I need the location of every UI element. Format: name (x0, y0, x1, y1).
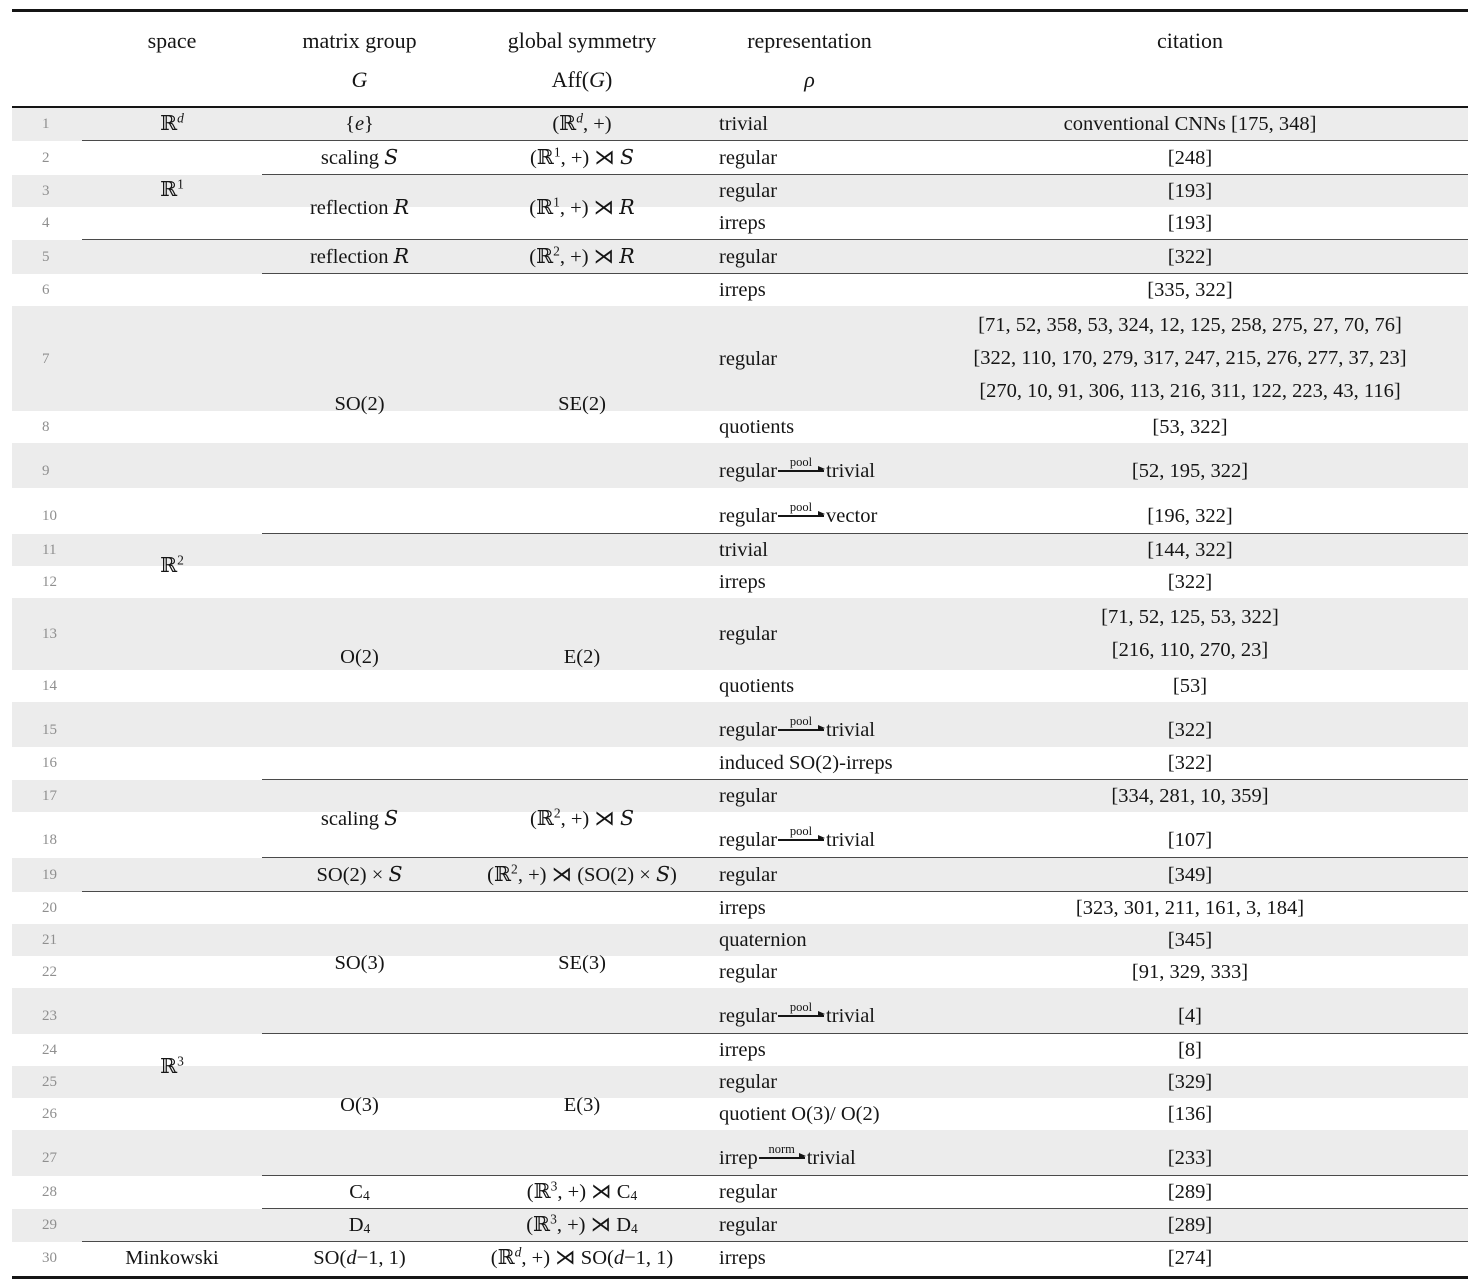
cell-representation: regular (707, 175, 912, 208)
cell-representation: quotient O(3)/ O(2) (719, 1103, 880, 1126)
cell-representation: regular (719, 961, 778, 984)
cell-citation (912, 702, 1468, 747)
citation-line: [52, 195, 322] (1131, 460, 1249, 483)
header-line1: representation (747, 28, 872, 54)
citation-line: [216, 110, 270, 23] (1111, 639, 1269, 662)
row-number: 22 (42, 964, 57, 981)
cell-matrix-group: SO(2) × S (262, 858, 457, 892)
equivariance-table (12, 12, 1468, 1274)
row-number: 6 (42, 281, 50, 298)
citation-line: [289] (1167, 1181, 1213, 1204)
cell-matrix-group: scaling S (262, 780, 457, 858)
cell-matrix-group: scaling S (262, 141, 457, 175)
row-number: 1 (42, 116, 50, 133)
citation-line: [349] (1167, 863, 1213, 886)
cell-matrix-group: SO(d−1, 1) (262, 1242, 457, 1275)
arrow-label: pool (789, 1000, 813, 1015)
cell-space: Minkowski (82, 1242, 262, 1275)
cell-citation (912, 274, 1468, 307)
cell-representation: trivial (719, 113, 768, 136)
cell-representation: regular (719, 347, 778, 370)
cell-global-symmetry: (ℝ$^d$, +) (552, 110, 612, 136)
row-number: 12 (42, 574, 57, 591)
cell-citation (912, 956, 1468, 988)
cell-citation (912, 411, 1468, 443)
cell-citation (912, 488, 1468, 534)
cell-space: ℝ$^3$ (82, 892, 262, 1242)
row-number: 4 (42, 215, 50, 232)
cell-representation: regular (707, 240, 912, 274)
cell-global-symmetry: (ℝ$^3$, +) ⋊ $D_4$ (457, 1209, 707, 1242)
cell-matrix-group: reflection R (262, 175, 457, 240)
cell-representation: irreps (707, 274, 912, 307)
cell-matrix-group: O(2) (262, 534, 457, 780)
cell-global-symmetry: E(2) (457, 534, 707, 780)
cell-representation: regular (707, 858, 912, 892)
cell-matrix-group: {e} (345, 113, 374, 136)
cell-citation (912, 1066, 1468, 1098)
cell-citation (912, 1130, 1468, 1176)
cell-representation: irreps (719, 212, 766, 235)
cell-global-symmetry: (ℝ$^2$, +) ⋊ S (457, 780, 707, 858)
cell-citation (912, 988, 1468, 1034)
col-header-representation (707, 12, 912, 107)
table-row (12, 240, 1468, 274)
cell-representation: regular (707, 1176, 912, 1209)
table-header (12, 12, 1468, 107)
labeled-arrow-icon (778, 500, 824, 517)
cell-representation: regular (707, 1209, 912, 1242)
labeled-arrow-icon (778, 1000, 824, 1017)
cell-citation (912, 443, 1468, 488)
citation-line: [53] (1172, 675, 1208, 698)
row-number: 8 (42, 419, 50, 436)
cell-citation (912, 207, 1468, 240)
citation-line: [329] (1167, 1071, 1213, 1094)
row-number: 28 (42, 1184, 57, 1201)
cell-representation: irreps (707, 1242, 912, 1275)
col-header-rownum (12, 12, 82, 107)
row-number: 17 (42, 787, 57, 804)
cell-citation (912, 670, 1468, 702)
row-number: 19 (42, 866, 57, 883)
citation-line: [322] (1167, 752, 1213, 775)
citation-line: [196, 322] (1147, 505, 1233, 528)
cell-representation: induced SO(2)-irreps (719, 752, 893, 775)
citation-line: [71, 52, 358, 53, 324, 12, 125, 258, 275, 27, 70, 76] (978, 314, 1402, 337)
row-number: 23 (42, 1008, 57, 1025)
row-number: 3 (42, 182, 50, 199)
table-row (12, 1242, 1468, 1275)
cell-global-symmetry: SE(3) (457, 892, 707, 1034)
citation-line: [334, 281, 10, 359] (1111, 785, 1269, 808)
cell-citation (912, 534, 1468, 567)
table-row (12, 141, 1468, 175)
citation-line: [248] (1167, 146, 1213, 169)
cell-representation: regular (707, 780, 912, 813)
cell-representation: quotients (719, 416, 795, 439)
arrow-label: pool (789, 824, 813, 839)
cell-citation (912, 1209, 1468, 1242)
row-number: 18 (42, 832, 57, 849)
cell-global-symmetry: (ℝ$^2$, +) ⋊ R (457, 240, 707, 274)
citation-line: [193] (1167, 212, 1213, 235)
row-number: 16 (42, 755, 57, 772)
cell-representation: regular pool trivial (719, 824, 876, 852)
labeled-arrow-icon (778, 824, 824, 841)
cell-matrix-group: $C_4$ (262, 1176, 457, 1209)
citation-line: [136] (1167, 1103, 1213, 1126)
header-line1: matrix group (302, 28, 417, 54)
cell-representation: quotients (719, 675, 795, 698)
cell-global-symmetry: (ℝ$^1$, +) ⋊ R (457, 175, 707, 240)
row-number: 29 (42, 1217, 57, 1234)
cell-representation: quaternion (719, 929, 807, 952)
row-number: 25 (42, 1074, 57, 1091)
cell-space: ℝ$^1$ (82, 141, 262, 240)
row-number: 13 (42, 626, 57, 643)
cell-matrix-group: reflection R (262, 240, 457, 274)
cell-global-symmetry: SE(2) (457, 274, 707, 534)
citation-line: [345] (1167, 929, 1213, 952)
cell-global-symmetry: (ℝ$^1$, +) ⋊ S (457, 141, 707, 175)
header-line1: citation (1157, 28, 1223, 54)
row-number: 27 (42, 1150, 57, 1167)
cell-representation: regular (707, 141, 912, 175)
cell-matrix-group: $D_4$ (262, 1209, 457, 1242)
arrow-label: pool (789, 500, 813, 515)
cell-representation: trivial (707, 534, 912, 567)
cell-citation (912, 924, 1468, 956)
citation-line: [4] (1178, 1005, 1202, 1028)
citation-line: [144, 322] (1147, 539, 1233, 562)
cell-citation (912, 747, 1468, 780)
row-number: 26 (42, 1106, 57, 1123)
cell-global-symmetry: E(3) (457, 1034, 707, 1176)
citation-line: [323, 301, 211, 161, 3, 184] (1075, 897, 1305, 920)
arrow-label: norm (768, 1142, 795, 1157)
row-number: 24 (42, 1041, 57, 1058)
row-number: 15 (42, 722, 57, 739)
cell-representation: regular (719, 623, 778, 646)
cell-space: ℝ$^d$ (160, 110, 184, 136)
citation-line: [91, 329, 333] (1131, 961, 1249, 984)
cell-citation (912, 306, 1468, 411)
citation-line: [107] (1167, 829, 1213, 852)
row-number: 21 (42, 932, 57, 949)
citation-line: [335, 322] (1147, 279, 1233, 302)
cell-global-symmetry: (ℝ$^d$, +) ⋊ SO(d−1, 1) (457, 1242, 707, 1275)
row-number: 5 (42, 248, 50, 265)
citation-line: [71, 52, 125, 53, 322] (1101, 606, 1279, 629)
cell-representation: irreps (719, 571, 766, 594)
table-wrap (12, 12, 1468, 1274)
cell-citation (912, 598, 1468, 670)
col-header-citation (912, 12, 1468, 107)
row-number: 20 (42, 899, 57, 916)
cell-representation: regular pool trivial (719, 714, 876, 742)
cell-representation: regular pool vector (719, 500, 878, 528)
row-number: 9 (42, 463, 50, 480)
cell-citation (912, 1176, 1468, 1209)
table-row (12, 107, 1468, 141)
citation-line: [322] (1167, 245, 1213, 268)
row-number: 14 (42, 678, 57, 695)
labeled-arrow-icon (778, 714, 824, 731)
cell-citation (912, 812, 1468, 858)
cell-citation (912, 780, 1468, 813)
citation-line: [274] (1167, 1247, 1213, 1270)
arrow-label: pool (789, 455, 813, 470)
col-header-matrix-group (262, 12, 457, 107)
citation-line: [270, 10, 91, 306, 113, 216, 311, 122, 223, 43, 116] (979, 380, 1401, 403)
cell-citation (912, 566, 1468, 598)
cell-citation (912, 141, 1468, 175)
cell-global-symmetry: (ℝ$^3$, +) ⋊ $C_4$ (457, 1176, 707, 1209)
cell-representation: irrep norm trivial (719, 1142, 856, 1170)
col-header-space (82, 12, 262, 107)
header-line2: Aff(G) (551, 67, 613, 93)
cell-matrix-group: SO(2) (262, 274, 457, 534)
cell-citation (912, 1034, 1468, 1067)
citation-line: [289] (1167, 1214, 1213, 1237)
citation-line: [322] (1167, 719, 1213, 742)
row-number: 11 (42, 541, 57, 558)
citation-line: [193] (1167, 180, 1213, 203)
citation-line: [322] (1167, 571, 1213, 594)
row-number: 30 (42, 1249, 57, 1266)
col-header-global-symmetry (457, 12, 707, 107)
cell-representation: regular (719, 1071, 778, 1094)
cell-representation: regular pool trivial (719, 1000, 876, 1028)
cell-citation (912, 240, 1468, 274)
citation-line: [233] (1167, 1147, 1213, 1170)
cell-representation: irreps (707, 1034, 912, 1067)
citation-line: conventional CNNs [175, 348] (1063, 113, 1317, 136)
cell-citation (912, 175, 1468, 208)
row-number: 10 (42, 508, 57, 525)
citation-line: [53, 322] (1152, 416, 1228, 439)
row-number: 7 (42, 350, 50, 367)
header-line1: space (147, 28, 197, 54)
cell-citation (912, 1098, 1468, 1130)
header-line1: global symmetry (507, 28, 657, 54)
header-line2: G (351, 67, 368, 93)
cell-citation (912, 892, 1468, 925)
labeled-arrow-icon (778, 455, 824, 472)
arrow-label: pool (789, 714, 813, 729)
cell-global-symmetry: (ℝ$^2$, +) ⋊ (SO(2) × S) (457, 858, 707, 892)
cell-matrix-group: O(3) (262, 1034, 457, 1176)
citation-line: [322, 110, 170, 279, 317, 247, 215, 276, 277, 37, 23] (973, 347, 1407, 370)
cell-representation: irreps (707, 892, 912, 925)
cell-representation: regular pool trivial (719, 455, 876, 483)
header-line2: ρ (804, 67, 815, 93)
cell-citation (912, 1242, 1468, 1275)
labeled-arrow-icon (759, 1142, 805, 1159)
cell-matrix-group: SO(3) (262, 892, 457, 1034)
cell-citation (912, 107, 1468, 141)
row-number: 2 (42, 149, 50, 166)
citation-line: [8] (1178, 1039, 1202, 1062)
cell-citation (912, 858, 1468, 892)
table-row (12, 892, 1468, 925)
cell-space: ℝ$^2$ (82, 240, 262, 892)
